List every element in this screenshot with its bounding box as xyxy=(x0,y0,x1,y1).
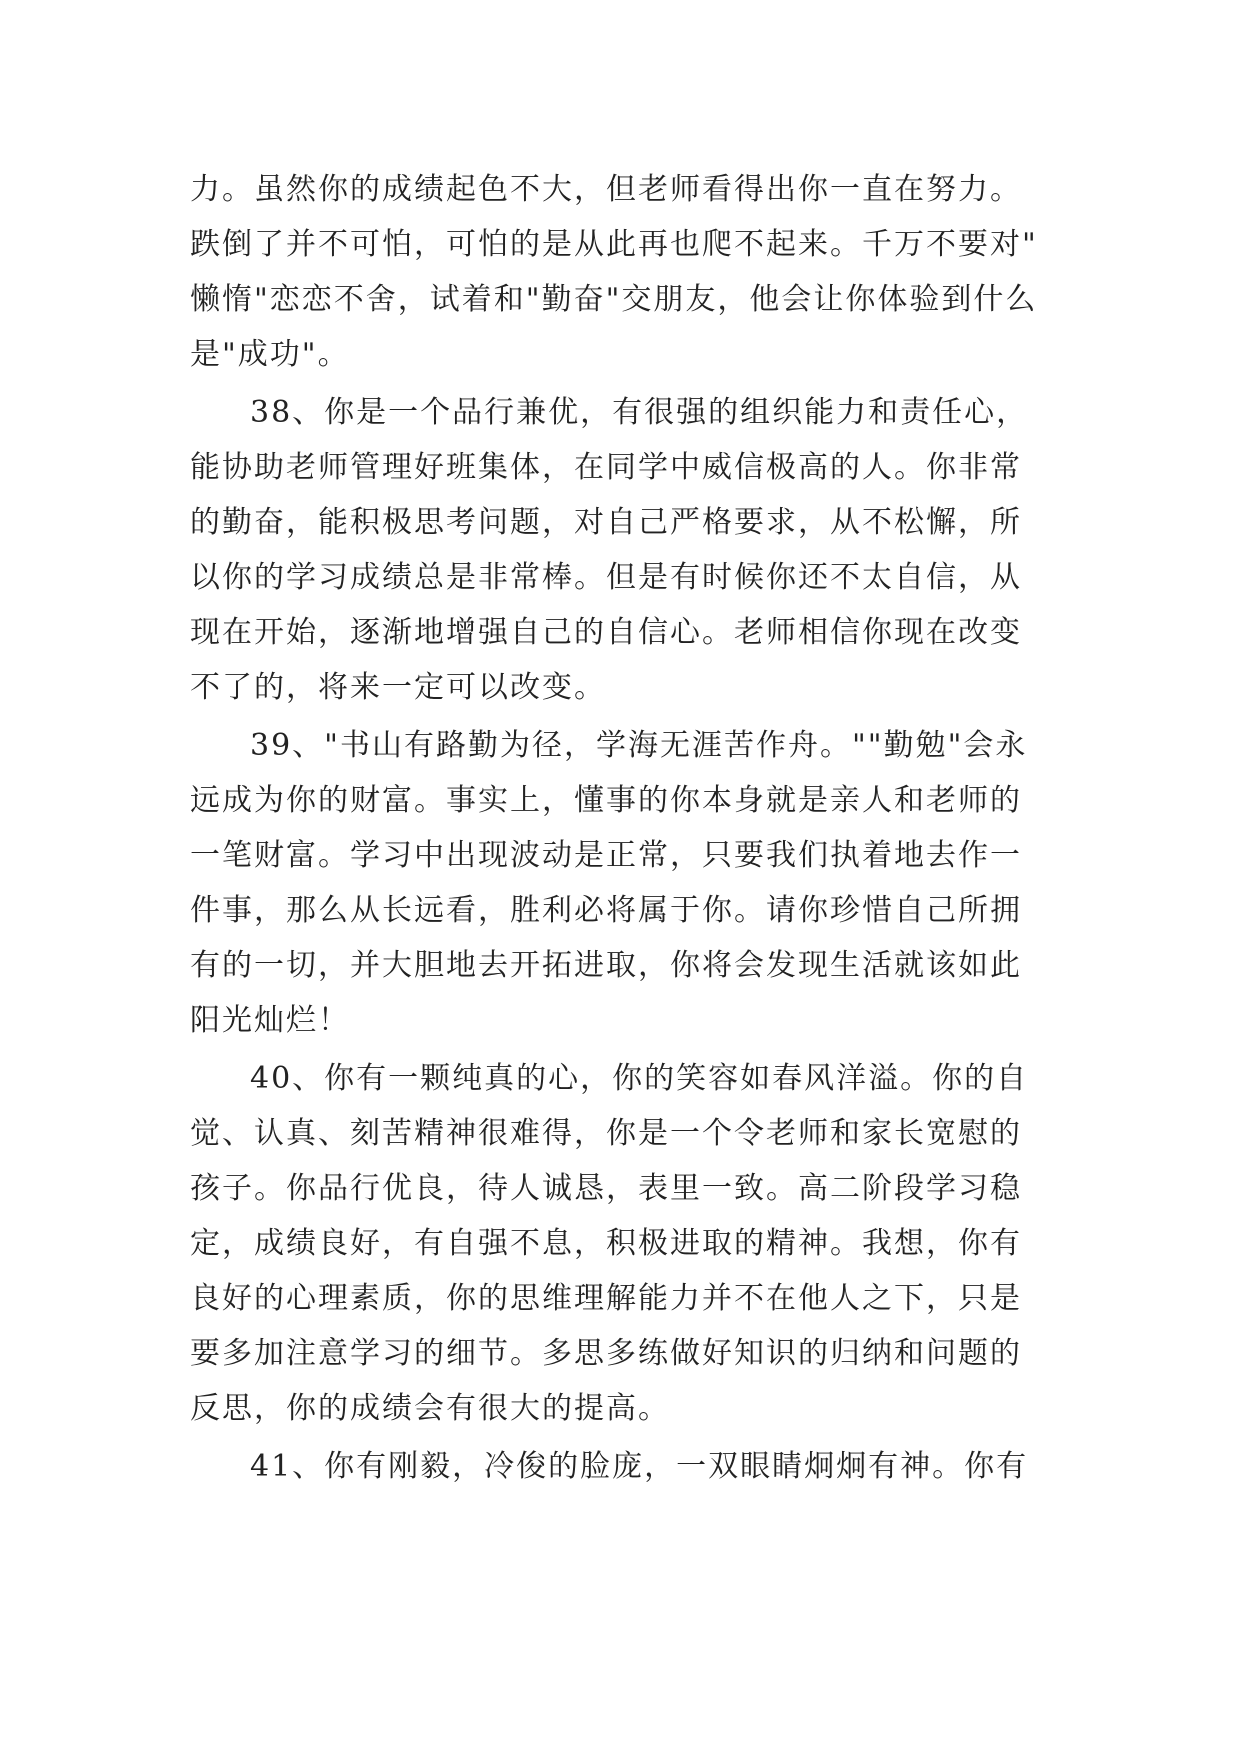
text-line: 以你的学习成绩总是非常棒。但是有时候你还不太自信，从 xyxy=(190,560,1022,595)
text-line: 现在开始，逐渐地增强自己的自信心。老师相信你现在改变 xyxy=(190,615,1022,650)
paragraph-40-first-line: 40、你有一颗纯真的心，你的笑容如春风洋溢。你的自 xyxy=(250,1061,1029,1096)
text-line: 是"成功"。 xyxy=(190,337,350,372)
text-line: 阳光灿烂！ xyxy=(190,1003,350,1038)
text-line: 跌倒了并不可怕，可怕的是从此再也爬不起来。千万不要对" xyxy=(190,227,1038,262)
text-line: 要多加注意学习的细节。多思多练做好知识的归纳和问题的 xyxy=(190,1336,1022,1371)
text-line: 反思，你的成绩会有很大的提高。 xyxy=(190,1391,670,1426)
text-line: 的勤奋，能积极思考问题，对自己严格要求，从不松懈，所 xyxy=(190,505,1022,540)
text-line: 懒惰"恋恋不舍，试着和"勤奋"交朋友，他会让你体验到什么 xyxy=(190,282,1038,317)
text-line: 一笔财富。学习中出现波动是正常，只要我们执着地去作一 xyxy=(190,838,1022,873)
text-line: 觉、认真、刻苦精神很难得，你是一个令老师和家长宽慰的 xyxy=(190,1116,1022,1151)
text-line: 有的一切，并大胆地去开拓进取，你将会发现生活就该如此 xyxy=(190,948,1022,983)
text-line: 良好的心理素质，你的思维理解能力并不在他人之下，只是 xyxy=(190,1281,1022,1316)
text-line: 力。虽然你的成绩起色不大，但老师看得出你一直在努力。 xyxy=(190,172,1022,207)
text-line: 能协助老师管理好班集体，在同学中威信极高的人。你非常 xyxy=(190,450,1022,485)
paragraph-38-first-line: 38、你是一个品行兼优，有很强的组织能力和责任心， xyxy=(250,395,1029,430)
text-line: 定，成绩良好，有自强不息，积极进取的精神。我想，你有 xyxy=(190,1226,1022,1261)
text-line: 孩子。你品行优良，待人诚恳，表里一致。高二阶段学习稳 xyxy=(190,1171,1022,1206)
text-line: 远成为你的财富。事实上，懂事的你本身就是亲人和老师的 xyxy=(190,783,1022,818)
text-line: 件事，那么从长远看，胜利必将属于你。请你珍惜自己所拥 xyxy=(190,893,1022,928)
paragraph-41-first-line: 41、你有刚毅，冷俊的脸庞，一双眼睛炯炯有神。你有 xyxy=(250,1449,1029,1484)
text-line: 不了的，将来一定可以改变。 xyxy=(190,670,606,705)
paragraph-39-first-line: 39、"书山有路勤为径，学海无涯苦作舟。""勤勉"会永 xyxy=(250,728,1028,763)
